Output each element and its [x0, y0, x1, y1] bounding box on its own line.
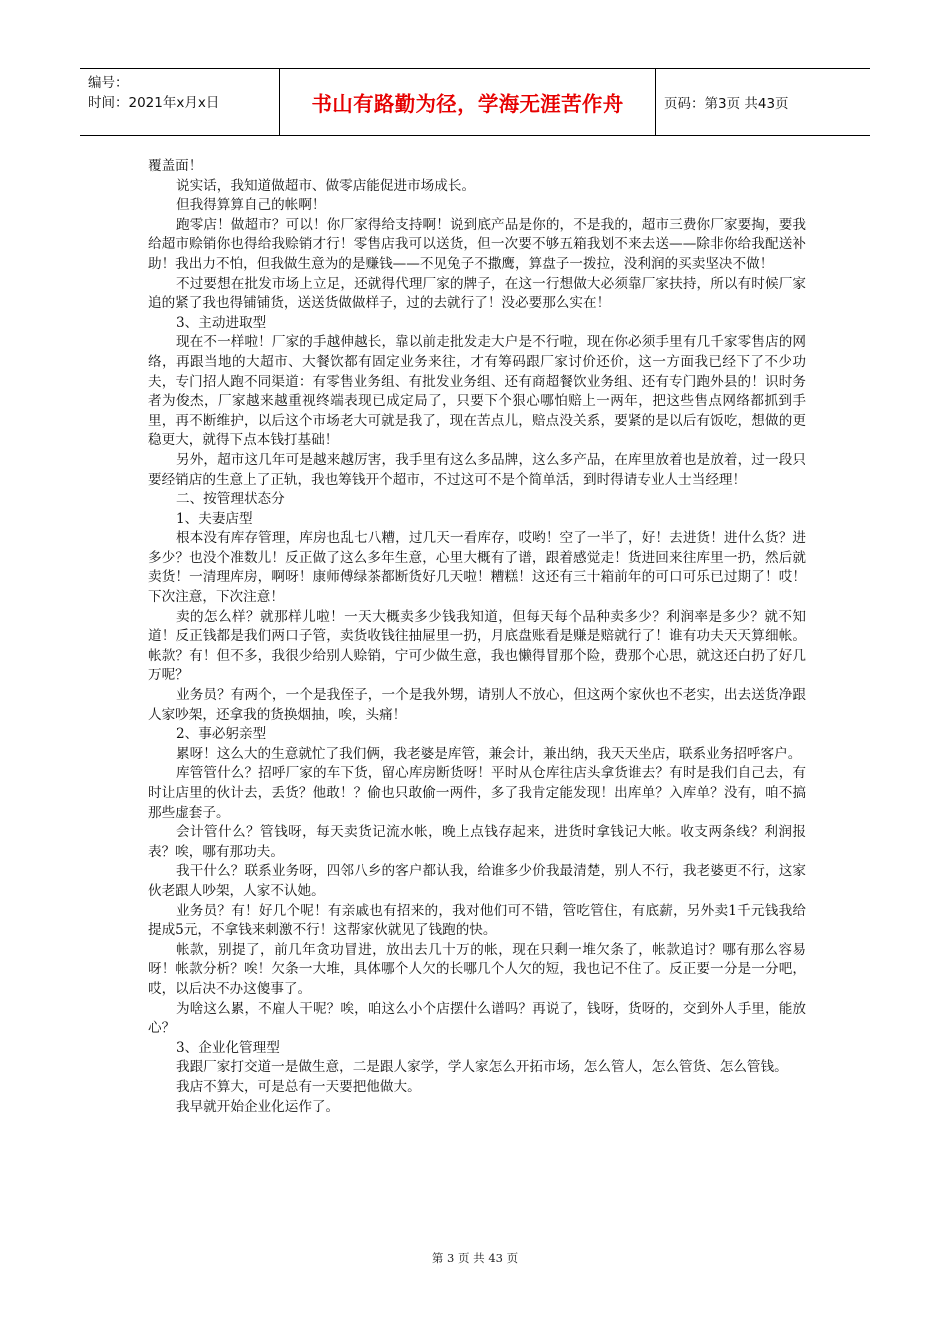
paragraph: 库管管什么？招呼厂家的车下货，留心库房断货呀！平时从仓库往店头拿货谁去？有时是我们自己去，有时让店里的伙计去，丢货？他敢！？偷也只敢偷一两件，多了我肯定能发现！出库单？入库单？没有，咱不搞那些虚套子。 [148, 765, 806, 821]
paragraph: 跑零店！做超市？可以！你厂家得给支持啊！说到底产品是你的，不是我的，超市三费你厂家要掏，要我给超市赊销你也得给我赊销才行！零售店我可以送货，但一次要不够五箱我划不来去送——除非你给我配送补助！我出力不怕，但我做生意为的是赚钱——不见兔子不撒鹰，算盘子一拨拉，没利润的买卖坚决不做！ [148, 216, 806, 272]
paragraph: 累呀！这么大的生意就忙了我们俩，我老婆是库管，兼会计，兼出纳，我天天坐店，联系业务招呼客户。 [176, 745, 802, 762]
paragraph: 3、主动进取型 [176, 314, 267, 331]
paragraph: 我店不算大，可是总有一天要把他做大。 [176, 1078, 421, 1095]
paragraph: 二、按管理状态分 [176, 491, 285, 508]
paragraph: 卖的怎么样？就那样儿啦！一天大概卖多少钱我知道，但每天每个品种卖多少？利润率是多少？就不知道！反正钱都是我们两口子管，卖货收钱往抽屉里一扔，月底盘账看是赚是赔就行了！谁有功夫天天算细帐。帐款？有！但不多，我很少给别人赊销，宁可少做生意，我也懒得冒那个险，费那个心思，就这还白扔了好几万呢？ [148, 608, 806, 684]
paragraph: 会计管什么？管钱呀，每天卖货记流水帐，晚上点钱存起来，进货时拿钱记大帐。收支两条线？利润报表？唉，哪有那功夫。 [148, 824, 806, 860]
number-label: 编号： [88, 75, 129, 91]
header-meta [80, 69, 280, 135]
page-footer [0, 1250, 950, 1266]
header-page-label: 页码：第3页 共43页 [664, 96, 789, 112]
time-label: 时间：2021年x月x日 [88, 95, 220, 111]
paragraph: 但我得算算自己的帐啊！ [176, 197, 326, 214]
document-body [148, 157, 806, 1117]
paragraph: 1、夫妻店型 [176, 510, 253, 527]
paragraph: 我干什么？联系业务呀，四邻八乡的客户都认我，给谁多少价我最清楚，别人不行，我老婆更不行，这家伙老跟人吵架，人家不认她。 [148, 863, 806, 899]
paragraph: 业务员？有两个，一个是我侄子，一个是我外甥，请别人不放心，但这两个家伙也不老实，出去送货净跟人家吵架，还拿我的货换烟抽，唉，头痛！ [148, 687, 806, 723]
paragraph: 2、事必躬亲型 [176, 726, 267, 743]
header-motto: 书山有路勤为径，学海无涯苦作舟 [280, 69, 656, 135]
paragraph: 说实话，我知道做超市、做零店能促进市场成长。 [176, 177, 476, 194]
paragraph: 现在不一样啦！厂家的手越伸越长，靠以前走批发走大户是不行啦，现在你必须手里有几千家零售店的网络，再跟当地的大超市、大餐饮都有固定业务来往，才有筹码跟厂家讨价还价，这一方面我已经下了不少功夫，专门招人跑不同渠道：有零售业务组、有批发业务组、还有商超餐饮业务组、还有专门跑外县的！识时务者为俊杰，厂家越来越重视终端表现已成定局了，只要下个狠心哪怕赔上一两年，把这些售点网络都抓到手里，再不断维护，以后这个市场老大可就是我了，现在苦点儿，赔点没关系，要紧的是以后有饭吃，想做的更稳更大，就得下点本钱打基础！ [148, 334, 806, 449]
footer-page-number: 第 3 页 共 43 页 [431, 1251, 519, 1265]
paragraph: 根本没有库存管理，库房也乱七八糟，过几天一看库存，哎哟！空了一半了，好！去进货！进什么货？进多少？也没个准数儿！反正做了这么多年生意，心里大概有了谱，跟着感觉走！货进回来往库里一扔，然后就卖货！一清理库房，啊呀！康师傅绿茶都断货好几天啦！糟糕！这还有三十箱前年的可口可乐已过期了！哎！下次注意，下次注意！ [148, 530, 806, 606]
paragraph: 另外，超市这几年可是越来越厉害，我手里有这么多品牌，这么多产品，在库里放着也是放着，过一段只要经销店的生意上了正轨，我也筹钱开个超市，不过这可不是个简单活，到时得请专业人士当经理！ [148, 451, 806, 488]
paragraph: 业务员？有！好几个呢！有亲戚也有招来的，我对他们可不错，管吃管住，有底薪，另外卖1千元钱我给提成5元，不拿钱来刺激不行！这帮家伙就见了钱跑的快。 [148, 902, 806, 939]
paragraph: 我跟厂家打交道一是做生意，二是跟人家学，学人家怎么开拓市场，怎么管人，怎么管货、怎么管钱。 [176, 1059, 788, 1076]
paragraph: 我早就开始企业化运作了。 [176, 1098, 340, 1115]
paragraph: 3、企业化管理型 [176, 1039, 280, 1056]
paragraph: 帐款，别提了，前几年贪功冒进，放出去几十万的帐，现在只剩一堆欠条了，帐款追讨？哪有那么容易呀！帐款分析？唉！欠条一大堆，具体哪个人欠的长哪几个人欠的短，我也记不住了。反正要一分是一分吧，哎，以后决不办这傻事了。 [148, 941, 806, 997]
paragraph: 为啥这么累，不雇人干呢？唉，咱这么小个店摆什么谱吗？再说了，钱呀，货呀的，交到外人手里，能放心？ [148, 1000, 806, 1037]
paragraph: 不过要想在批发市场上立足，还就得代理厂家的牌子，在这一行想做大必须靠厂家扶持，所以有时候厂家追的紧了我也得铺铺货，送送货做做样子，过的去就行了！没必要那么实在！ [148, 275, 806, 312]
paragraph: 覆盖面！ [148, 158, 203, 174]
page-header [80, 68, 870, 136]
